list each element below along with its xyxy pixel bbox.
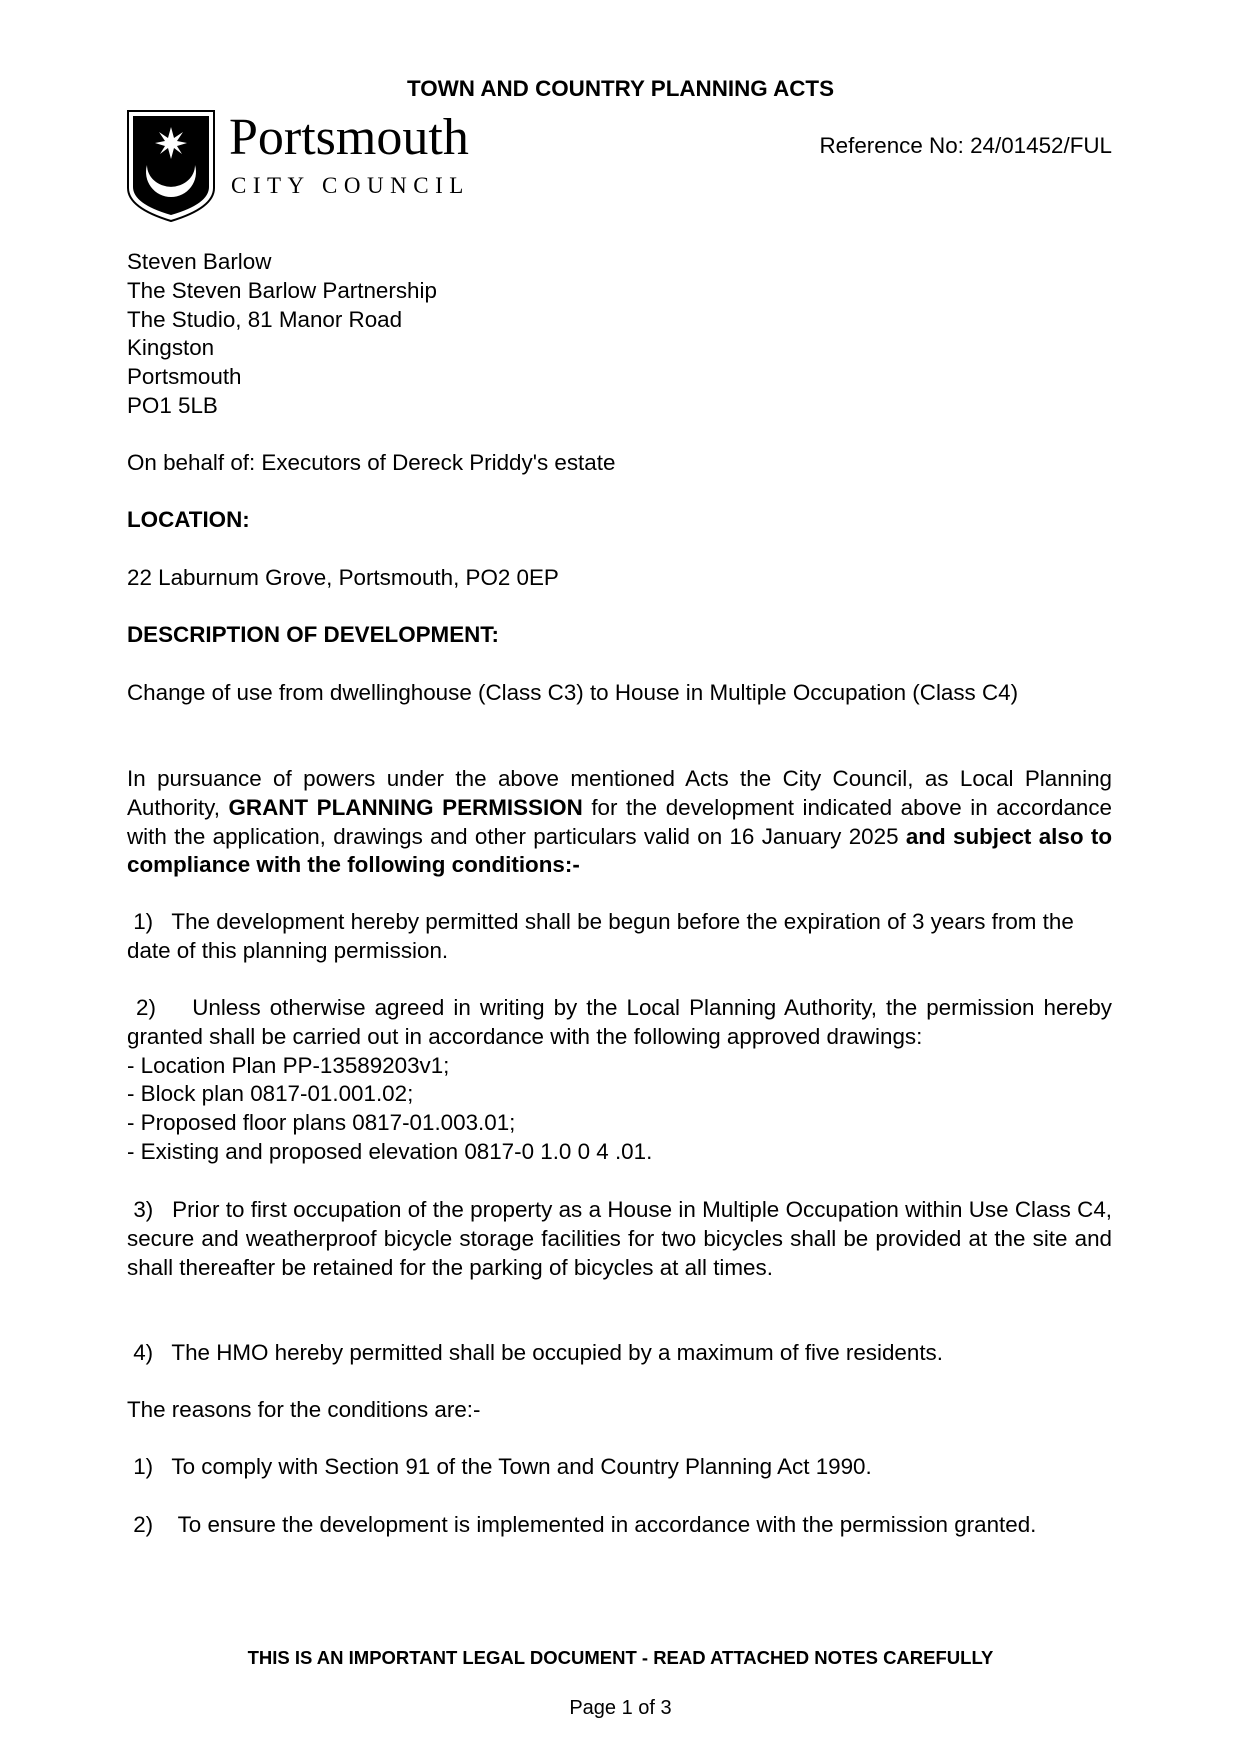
location-heading: LOCATION: [127, 507, 250, 532]
grant-text: In pursuance of powers under the above mentioned Acts the City Council, as Local Planning Authority, [127, 766, 1112, 820]
drawing-item: - Location Plan PP-13589203v1; [127, 1052, 450, 1078]
logo-subtitle: CITY COUNCIL [231, 173, 470, 198]
on-behalf-of: On behalf of: Executors of Dereck Priddy's estate [127, 450, 616, 475]
grant-paragraph [127, 765, 1112, 880]
address-line: Portsmouth [127, 364, 242, 390]
address-line: Steven Barlow [127, 249, 272, 274]
drawing-item: - Existing and proposed elevation 0817-0 1.0 0 4 .01. [127, 1138, 653, 1164]
reference-number: Reference No: 24/01452/FUL [819, 133, 1112, 158]
reason-2: 2) To ensure the development is implemented in accordance with the permission granted. [127, 1512, 1037, 1537]
condition-2-text: 2) Unless otherwise agreed in writing by the Local Planning Authority, the permission hereby granted shall be carried out in accordance with the following approved drawings: [127, 995, 1112, 1049]
description-heading: DESCRIPTION OF DEVELOPMENT: [127, 622, 499, 647]
drawing-item: - Proposed floor plans 0817-01.003.01; [127, 1110, 516, 1136]
address-line: The Steven Barlow Partnership [127, 277, 437, 303]
council-crest-logo [127, 110, 215, 222]
address-line: PO1 5LB [127, 392, 218, 418]
reason-1: 1) To comply with Section 91 of the Town and Country Planning Act 1990. [127, 1454, 872, 1479]
address-line: The Studio, 81 Manor Road [127, 306, 403, 332]
condition-2 [127, 994, 1112, 1167]
grant-text: for the development indicated above in accordance with the application, drawings and other particulars valid on 16 January 2025 [127, 794, 1112, 849]
page-number: Page 1 of 3 [569, 1697, 672, 1719]
reasons-heading: The reasons for the conditions are:- [127, 1397, 481, 1422]
address-line: Kingston [127, 335, 215, 361]
recipient-address [127, 248, 1112, 421]
description-text: Change of use from dwellinghouse (Class C3) to House in Multiple Occupation (Class C4) [127, 680, 1019, 705]
grant-conditions-intro: and subject also to compliance with the following conditions:- [127, 823, 1112, 878]
condition-4: 4) The HMO hereby permitted shall be occupied by a maximum of five residents. [127, 1340, 943, 1365]
legal-notice: THIS IS AN IMPORTANT LEGAL DOCUMENT - READ ATTACHED NOTES CAREFULLY [247, 1647, 994, 1668]
location-address: 22 Laburnum Grove, Portsmouth, PO2 0EP [127, 565, 559, 590]
logo-name: Portsmouth [229, 109, 469, 166]
document-title: TOWN AND COUNTRY PLANNING ACTS [406, 76, 835, 101]
condition-3: 3) Prior to first occupation of the property as a House in Multiple Occupation within Use Class C4, secure and weatherproof bicycle storage facilities for two bicycles shall be provided at the site and shall thereafter be retained for the parking of bicycles at all times. [127, 1197, 1112, 1280]
drawing-item: - Block plan 0817-01.001.02; [127, 1081, 414, 1107]
grant-decision: GRANT PLANNING PERMISSION [228, 794, 583, 820]
condition-1: 1) The development hereby permitted shall be begun before the expiration of 3 years from the date of this planning permission. [127, 909, 1074, 963]
